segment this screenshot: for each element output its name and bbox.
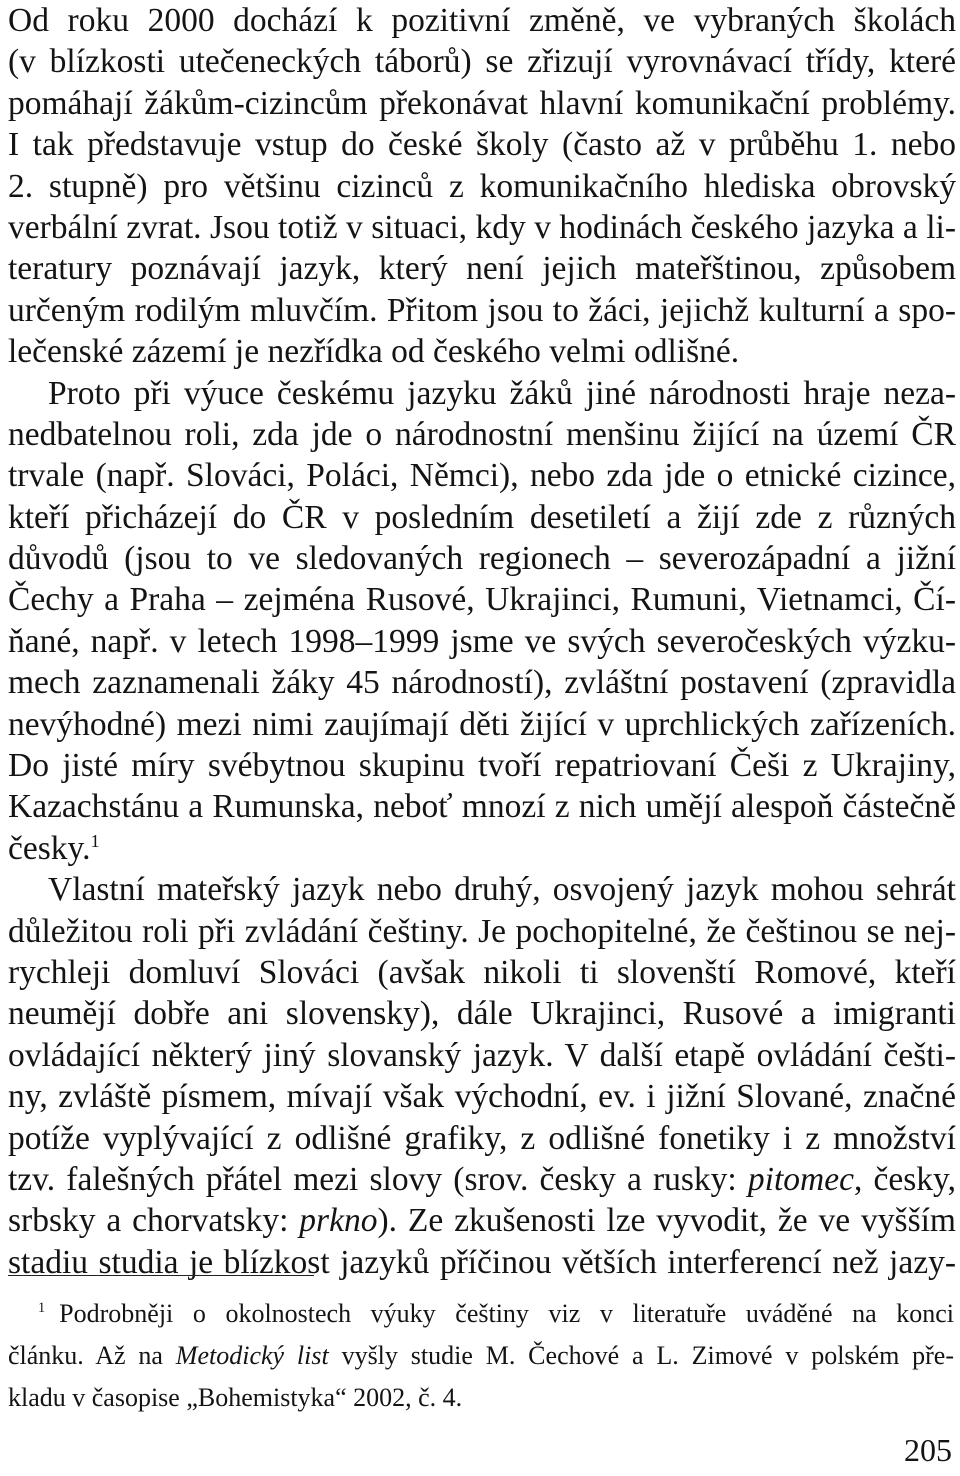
footnote-reference: 1 <box>90 830 100 851</box>
text-line: Vlastní mateřský jazyk nebo druhý, osvojený jazyk mohou sehrát <box>48 871 956 909</box>
footnote-marker: 1 <box>38 1300 46 1317</box>
footnote <box>8 1293 954 1419</box>
italic-term: prkno <box>299 1202 378 1240</box>
footnote-line: kladu v časopise „Bohemistyka“ 2002, č. 4. <box>8 1383 463 1412</box>
italic-term: pitomec <box>747 1160 854 1198</box>
text-line: mech zaznamenali žáky 45 národností), zvláštní postavení (zpravidla <box>8 664 956 702</box>
text-line: nevýhodné) mezi nimi zaujímají děti žijící v uprchlických zařízeních. <box>8 705 956 743</box>
text-line: 2. stupně) pro většinu cizinců z komunikačního hlediska obrovský <box>8 167 956 205</box>
text-line: verbální zvrat. Jsou totiž v situaci, kdy v hodinách českého jazyka a li- <box>8 208 956 246</box>
text-line: Do jisté míry svébytnou skupinu tvoří repatriovaní Češi z Ukrajiny, <box>8 747 956 785</box>
text-line: ňané, např. v letech 1998–1999 jsme ve svých severočeských výzku- <box>8 622 956 660</box>
text-line: trvale (např. Slováci, Poláci, Němci), nebo zda jde o etnické cizince, <box>8 457 956 495</box>
text-line: určeným rodilým mluvčím. Přitom jsou to žáci, jejichž kulturní a spo- <box>8 291 956 329</box>
text-line: stadiu studia je blízkost jazyků příčinou větších interferencí než jazy- <box>8 1243 956 1281</box>
text-line: srbsky a chorvatsky: prkno). Ze zkušenosti lze vyvodit, že ve vyšším <box>8 1202 956 1240</box>
text-line: Čechy a Praha – zejména Rusové, Ukrajinci, Rumuni, Vietnamci, Čí- <box>8 581 956 619</box>
body-text <box>8 0 956 1283</box>
text-line: teratury poznávají jazyk, který není jejich mateřštinou, způsobem <box>8 250 956 288</box>
text-line: ovládající některý jiný slovanský jazyk. V další etapě ovládání češti- <box>8 1036 956 1074</box>
text-line: pomáhají žákům-cizincům překonávat hlavní komunikační problémy. <box>8 84 956 122</box>
text-line: potíže vyplývající z odlišné grafiky, z odlišné fonetiky i z množství <box>8 1119 956 1157</box>
text-line: I tak představuje vstup do české školy (často až v průběhu 1. nebo <box>8 126 956 164</box>
text-line: důležitou roli při zvládání češtiny. Je pochopitelné, že češtinou se nej- <box>8 912 956 950</box>
text-line: česky.$^1$ <box>8 829 100 867</box>
footnote-separator <box>8 1275 314 1276</box>
italic-title: Metodický list <box>175 1341 329 1370</box>
text-line: nedbatelnou roli, zda jde o národnostní menšinu žijící na území ČR <box>8 415 956 453</box>
text-line: neumějí dobře ani slovensky), dále Ukrajinci, Rusové a imigranti <box>8 995 956 1033</box>
text-line: ny, zvláště písmem, mívají však východní, ev. i jižní Slované, značné <box>8 1078 956 1116</box>
text-line: důvodů (jsou to ve sledovaných regionech – severozápadní a jižní <box>8 540 956 578</box>
text-line: (v blízkosti utečeneckých táborů) se zřizují vyrovnávací třídy, které <box>8 43 956 81</box>
text-line: Proto při výuce českému jazyku žáků jiné národnosti hraje neza- <box>48 374 956 412</box>
text-line: kteří přicházejí do ČR v posledním desetiletí a žijí zde z různých <box>8 498 956 536</box>
footnote-line: $^1$ Podrobněji o okolnostech výuky češtiny viz v literatuře uváděné na konci <box>38 1299 954 1328</box>
text-line: rychleji domluví Slováci (avšak nikoli ti slovenští Romové, kteří <box>8 953 956 991</box>
text-line: Od roku 2000 dochází k pozitivní změně, ve vybraných školách <box>8 2 956 39</box>
text-line: tzv. falešných přátel mezi slovy (srov. česky a rusky: pitomec, česky, <box>8 1160 956 1198</box>
page-number: 205 <box>904 1432 952 1468</box>
text-line: lečenské zázemí je nezřídka od českého velmi odlišné. <box>8 333 740 371</box>
text-line: Kazachstánu a Rumunska, neboť mnozí z nich umějí alespoň částečně <box>8 788 956 826</box>
footnote-line: článku. Až na Metodický list vyšly studie M. Čechové a L. Zimové v polském pře- <box>8 1341 955 1370</box>
